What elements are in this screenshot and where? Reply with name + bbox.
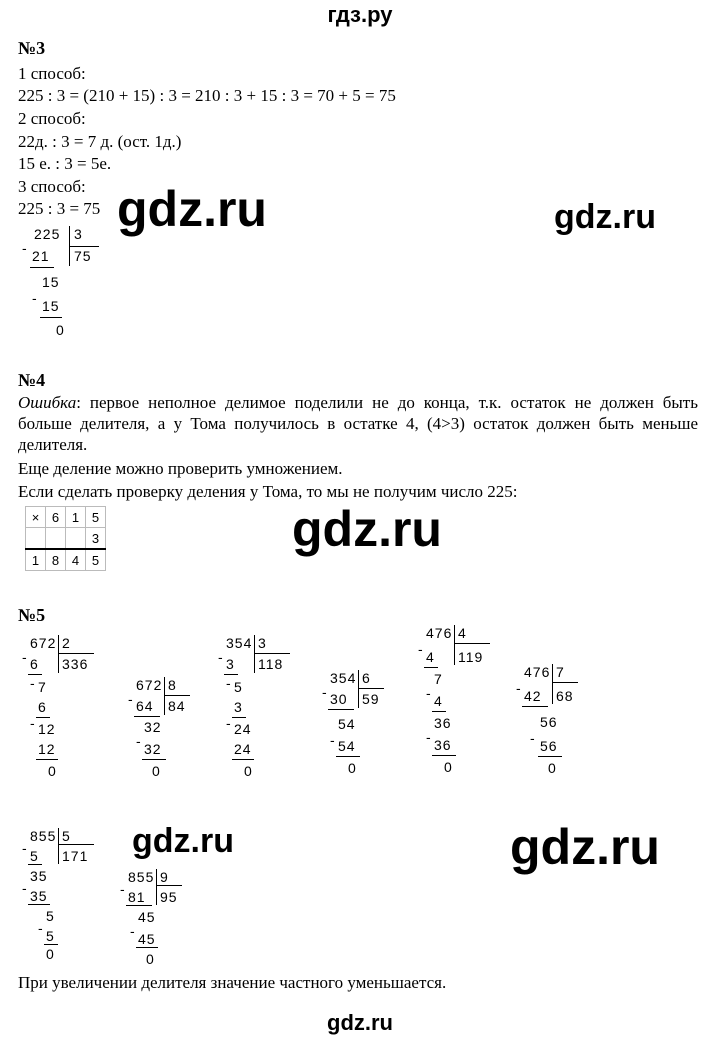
cell: 4	[66, 549, 86, 571]
error-label: Ошибка	[18, 393, 77, 412]
divisor: 3	[258, 635, 267, 651]
watermark: gdz.ru	[510, 819, 660, 875]
step: 54	[338, 716, 356, 732]
divisor: 5	[62, 828, 71, 844]
watermark: gdz.ru	[292, 501, 442, 557]
task3-heading: №3	[18, 38, 46, 58]
divisor: 8	[168, 677, 177, 693]
step: 0	[244, 763, 253, 779]
site-title: гдз.ру	[327, 2, 393, 27]
step: 36	[434, 737, 452, 753]
divisor: 2	[62, 635, 71, 651]
step: 0	[56, 322, 65, 338]
step: 56	[540, 738, 558, 754]
task5-conclusion: При увеличении делителя значение частного уменьшается.	[18, 973, 447, 992]
quotient: 171	[62, 848, 89, 864]
step: 15	[42, 274, 60, 290]
quotient: 68	[556, 688, 574, 704]
task3-line: 1 способ:	[18, 64, 86, 83]
cell: 3	[86, 528, 106, 550]
step: 64	[136, 698, 154, 714]
cell: 1	[26, 549, 46, 571]
task3-line: 22д. : 3 = 7 д. (ост. 1д.)	[18, 132, 182, 151]
step: 0	[548, 760, 557, 776]
divisor: 4	[458, 625, 467, 641]
watermark-footer: gdz.ru	[327, 1010, 393, 1035]
step: 6	[30, 656, 39, 672]
step: 35	[30, 888, 48, 904]
step: 30	[330, 691, 348, 707]
task4-error-paragraph	[18, 392, 698, 455]
quotient: 95	[160, 889, 178, 905]
step: 4	[434, 693, 443, 709]
watermark: gdz.ru	[132, 822, 234, 860]
step: 5	[30, 848, 39, 864]
quotient: 118	[258, 656, 284, 672]
dividend: 855	[128, 869, 155, 885]
step: 81	[128, 889, 146, 905]
divisor: 9	[160, 869, 169, 885]
step: 12	[38, 721, 56, 737]
quotient: 84	[168, 698, 186, 714]
dividend: 225	[34, 226, 61, 242]
watermark: gdz.ru	[117, 181, 267, 237]
task3-line: 225 : 3 = 75	[18, 199, 101, 218]
dividend: 672	[136, 677, 163, 693]
step: 5	[46, 928, 55, 944]
step: 5	[46, 908, 55, 924]
watermark: gdz.ru	[554, 198, 656, 236]
step: 0	[48, 763, 57, 779]
dividend: 354	[226, 635, 253, 651]
cell: 1	[66, 507, 86, 528]
divisor: 7	[556, 664, 565, 680]
cell: 5	[86, 549, 106, 571]
step: 0	[348, 760, 357, 776]
step: 35	[30, 868, 48, 884]
cell	[26, 528, 46, 550]
task3-line: 2 способ:	[18, 109, 86, 128]
task4-line: Если сделать проверку деления у Тома, то мы не получим число 225:	[18, 482, 518, 501]
step: 24	[234, 721, 252, 737]
dividend: 476	[524, 664, 551, 680]
step: 36	[434, 715, 452, 731]
step: 3	[226, 656, 235, 672]
cell	[46, 528, 66, 550]
step: 12	[38, 741, 56, 757]
step: 24	[234, 741, 252, 757]
divisor: 6	[362, 670, 371, 686]
dividend: 672	[30, 635, 57, 651]
step: 6	[38, 699, 47, 715]
step: 3	[234, 699, 243, 715]
dividend: 476	[426, 625, 453, 641]
step: 0	[444, 759, 453, 775]
quotient: 336	[62, 656, 89, 672]
cell	[66, 528, 86, 550]
task3-line: 225 : 3 = (210 + 15) : 3 = 210 : 3 + 15 : 3 = 70 + 5 = 75	[18, 86, 396, 105]
step: 15	[42, 298, 60, 314]
step: 0	[152, 763, 161, 779]
task3-line: 3 способ:	[18, 177, 86, 196]
step: 21	[32, 248, 50, 264]
multiplication-check-table	[25, 506, 106, 571]
quotient: 59	[362, 691, 380, 707]
cell: 8	[46, 549, 66, 571]
step: 32	[144, 741, 162, 757]
step: 0	[146, 951, 155, 967]
quotient: 75	[74, 248, 92, 264]
task5-heading: №5	[18, 605, 46, 625]
task3-line: 15 е. : 3 = 5е.	[18, 154, 112, 173]
step: 5	[234, 679, 243, 695]
step: 42	[524, 688, 542, 704]
step: 0	[46, 946, 55, 962]
quotient: 119	[458, 649, 484, 665]
step: 45	[138, 909, 156, 925]
dividend: 855	[30, 828, 57, 844]
step: 54	[338, 738, 356, 754]
cell: 5	[86, 507, 106, 528]
dividend: 354	[330, 670, 357, 686]
step: 45	[138, 931, 156, 947]
error-text: : первое неполное делимое поделили не до конца, т.к. остаток не должен быть больше делителя, а у Тома получилось в остатке 4, (4>3) остаток должен быть меньше делителя.	[18, 393, 698, 454]
times-sign: ×	[26, 507, 46, 528]
step: 7	[434, 671, 443, 687]
step: 4	[426, 649, 435, 665]
cell: 6	[46, 507, 66, 528]
step: 32	[144, 719, 162, 735]
step: 56	[540, 714, 558, 730]
step: 7	[38, 679, 47, 695]
divisor: 3	[74, 226, 83, 242]
task4-heading: №4	[18, 370, 46, 390]
task4-line: Еще деление можно проверить умножением.	[18, 459, 343, 478]
